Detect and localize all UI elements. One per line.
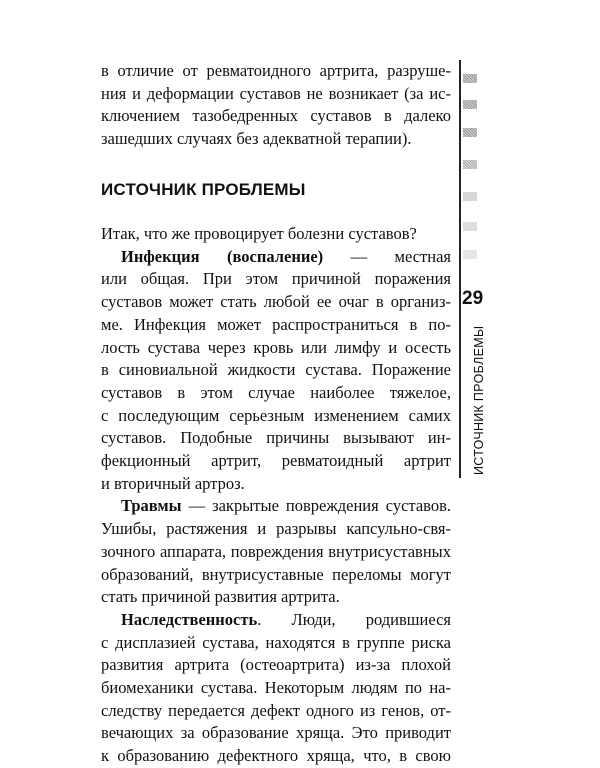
heredity-line: к образованию дефектного хряща, что, в свою: [101, 746, 451, 766]
infection-line-first: [101, 246, 451, 269]
infection-line: с последующим серьезным изменением самих: [101, 405, 451, 425]
infection-line: ме. Инфекция может распространиться в по-: [101, 314, 451, 334]
infection-line: фекционный артрит, ревматоидный артрит: [101, 451, 451, 471]
thumb-index-marker: [463, 222, 477, 231]
heredity-line: следству передается дефект одного из генов, от-: [101, 700, 451, 720]
thumb-index-marker: [463, 192, 477, 201]
trauma-line-first: [101, 495, 451, 518]
infection-line: в синовиальной жидкости сустава. Поражение: [101, 360, 451, 380]
heredity-line: биомеханики сустава. Некоторым людям по на-: [101, 678, 451, 698]
section-heading: ИСТОЧНИК ПРОБЛЕМЫ: [101, 180, 306, 199]
page-number: 29: [462, 288, 484, 309]
thumb-index-marker: [463, 128, 477, 137]
thumb-index-marker: [463, 160, 477, 169]
thumb-index-marker: [463, 250, 477, 259]
trauma-line: образований, внутрисуставные переломы могут: [101, 564, 451, 584]
heredity-line: развития артрита (остеоартрита) из-за плохой: [101, 655, 451, 675]
intro-line: зашедших случаях без адекватной терапии).: [101, 129, 412, 149]
heredity-term: Наследственность: [121, 609, 258, 629]
question-line: Итак, что же провоцирует болезни суставов?: [101, 224, 417, 243]
infection-term: Инфекция (воспаление): [121, 246, 324, 266]
section-body: [101, 223, 451, 768]
intro-line: в отличие от ревматоидного артрита, разруше-: [101, 61, 451, 80]
trauma-line: стать причиной развития артрита.: [101, 587, 340, 607]
intro-line: ния и деформации суставов не возникает (за ис-: [101, 83, 451, 103]
infection-line: лость сустава через кровь или лимфу и осесть: [101, 337, 451, 357]
thumb-index-marker: [463, 74, 477, 83]
heredity-text: . Люди, родившиеся: [257, 609, 451, 629]
thumb-index-marker: [463, 100, 477, 109]
infection-line: суставов в этом случае наиболее тяжелое,: [101, 382, 451, 402]
margin-rule: [459, 60, 461, 478]
trauma-text: — закрытые повреждения суставов.: [181, 496, 451, 516]
trauma-line: зочного аппарата, повреждения внутрисуставных: [101, 541, 451, 561]
intro-line: ключением тазобедренных суставов в далеко: [101, 106, 451, 126]
infection-text: — местная: [323, 246, 451, 266]
trauma-term: Травмы: [121, 496, 182, 516]
heredity-line-first: [101, 609, 451, 632]
heredity-line: вечающих за образование хряща. Это приводит: [101, 723, 451, 743]
infection-line: и вторичный артроз.: [101, 473, 245, 493]
infection-line: суставов. Подобные причины вызывают ин-: [101, 428, 451, 448]
trauma-line: Ушибы, растяжения и разрывы капсульно-свя-: [101, 519, 451, 539]
infection-line: или общая. При этом причиной поражения: [101, 269, 451, 289]
infection-line: суставов может стать любой ее очаг в организ-: [101, 292, 451, 312]
heredity-line: с дисплазией сустава, находятся в группе риска: [101, 632, 451, 652]
running-head: ИСТОЧНИК ПРОБЛЕМЫ: [472, 325, 486, 475]
intro-paragraph: [101, 60, 451, 151]
